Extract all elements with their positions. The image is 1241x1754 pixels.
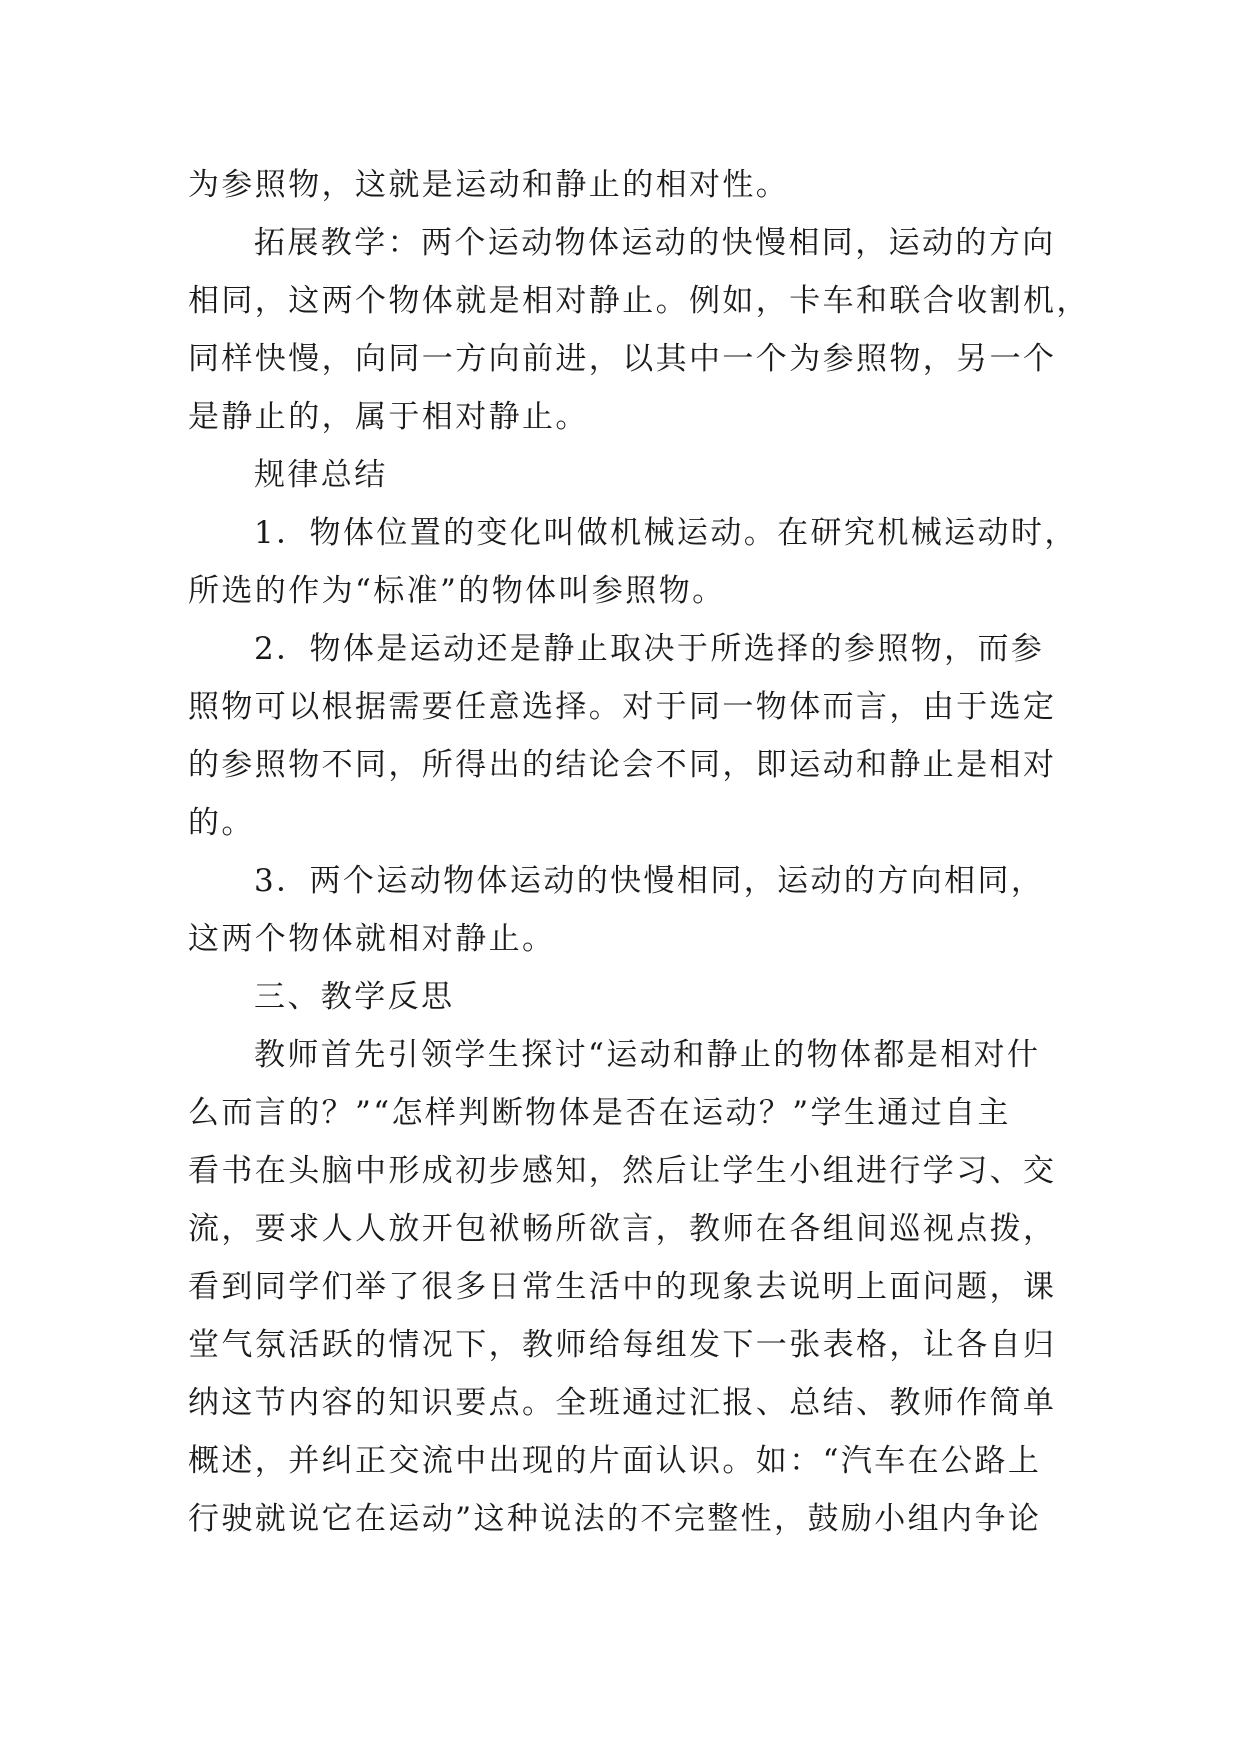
text-line: 看书在头脑中形成初步感知，然后让学生小组进行学习、交 — [188, 1153, 1057, 1189]
text-line: 行驶就说它在运动”这种说法的不完整性，鼓励小组内争论 — [188, 1501, 1042, 1537]
text-line: 为参照物，这就是运动和静止的相对性。 — [188, 167, 790, 203]
text-line: 教师首先引领学生探讨“运动和静止的物体都是相对什 — [254, 1037, 1041, 1073]
text-line: 拓展教学：两个运动物体运动的快慢相同，运动的方向 — [254, 225, 1056, 261]
text-line: 同样快慢，向同一方向前进，以其中一个为参照物，另一个 — [188, 341, 1057, 377]
text-line: 照物可以根据需要任意选择。对于同一物体而言，由于选定 — [188, 689, 1057, 725]
text-line: 的。 — [188, 805, 255, 841]
text-line: 所选的作为“标准”的物体叫参照物。 — [188, 573, 726, 609]
section-heading: 规律总结 — [254, 457, 388, 493]
text-line: 相同，这两个物体就是相对静止。例如，卡车和联合收割机， — [188, 283, 1090, 319]
text-line: 3．两个运动物体运动的快慢相同，运动的方向相同， — [254, 863, 1045, 899]
text-line: 堂气氛活跃的情况下，教师给每组发下一张表格，让各自归 — [188, 1327, 1057, 1363]
text-line: 流，要求人人放开包袱畅所欲言，教师在各组间巡视点拨， — [188, 1211, 1057, 1247]
text-line: 2．物体是运动还是静止取决于所选择的参照物，而参 — [254, 631, 1045, 667]
text-line: 纳这节内容的知识要点。全班通过汇报、总结、教师作简单 — [188, 1385, 1057, 1421]
text-line: 这两个物体就相对静止。 — [188, 921, 556, 957]
text-line: 概述，并纠正交流中出现的片面认识。如：“汽车在公路上 — [188, 1443, 1042, 1479]
text-line: 是静止的，属于相对静止。 — [188, 399, 589, 435]
text-line: 么而言的？”“怎样判断物体是否在运动？”学生通过自主 — [188, 1095, 1011, 1131]
text-line: 看到同学们举了很多日常生活中的现象去说明上面问题，课 — [188, 1269, 1057, 1305]
text-line: 的参照物不同，所得出的结论会不同，即运动和静止是相对 — [188, 747, 1057, 783]
section-heading: 三、教学反思 — [254, 979, 455, 1015]
text-line: 1．物体位置的变化叫做机械运动。在研究机械运动时， — [254, 515, 1078, 551]
